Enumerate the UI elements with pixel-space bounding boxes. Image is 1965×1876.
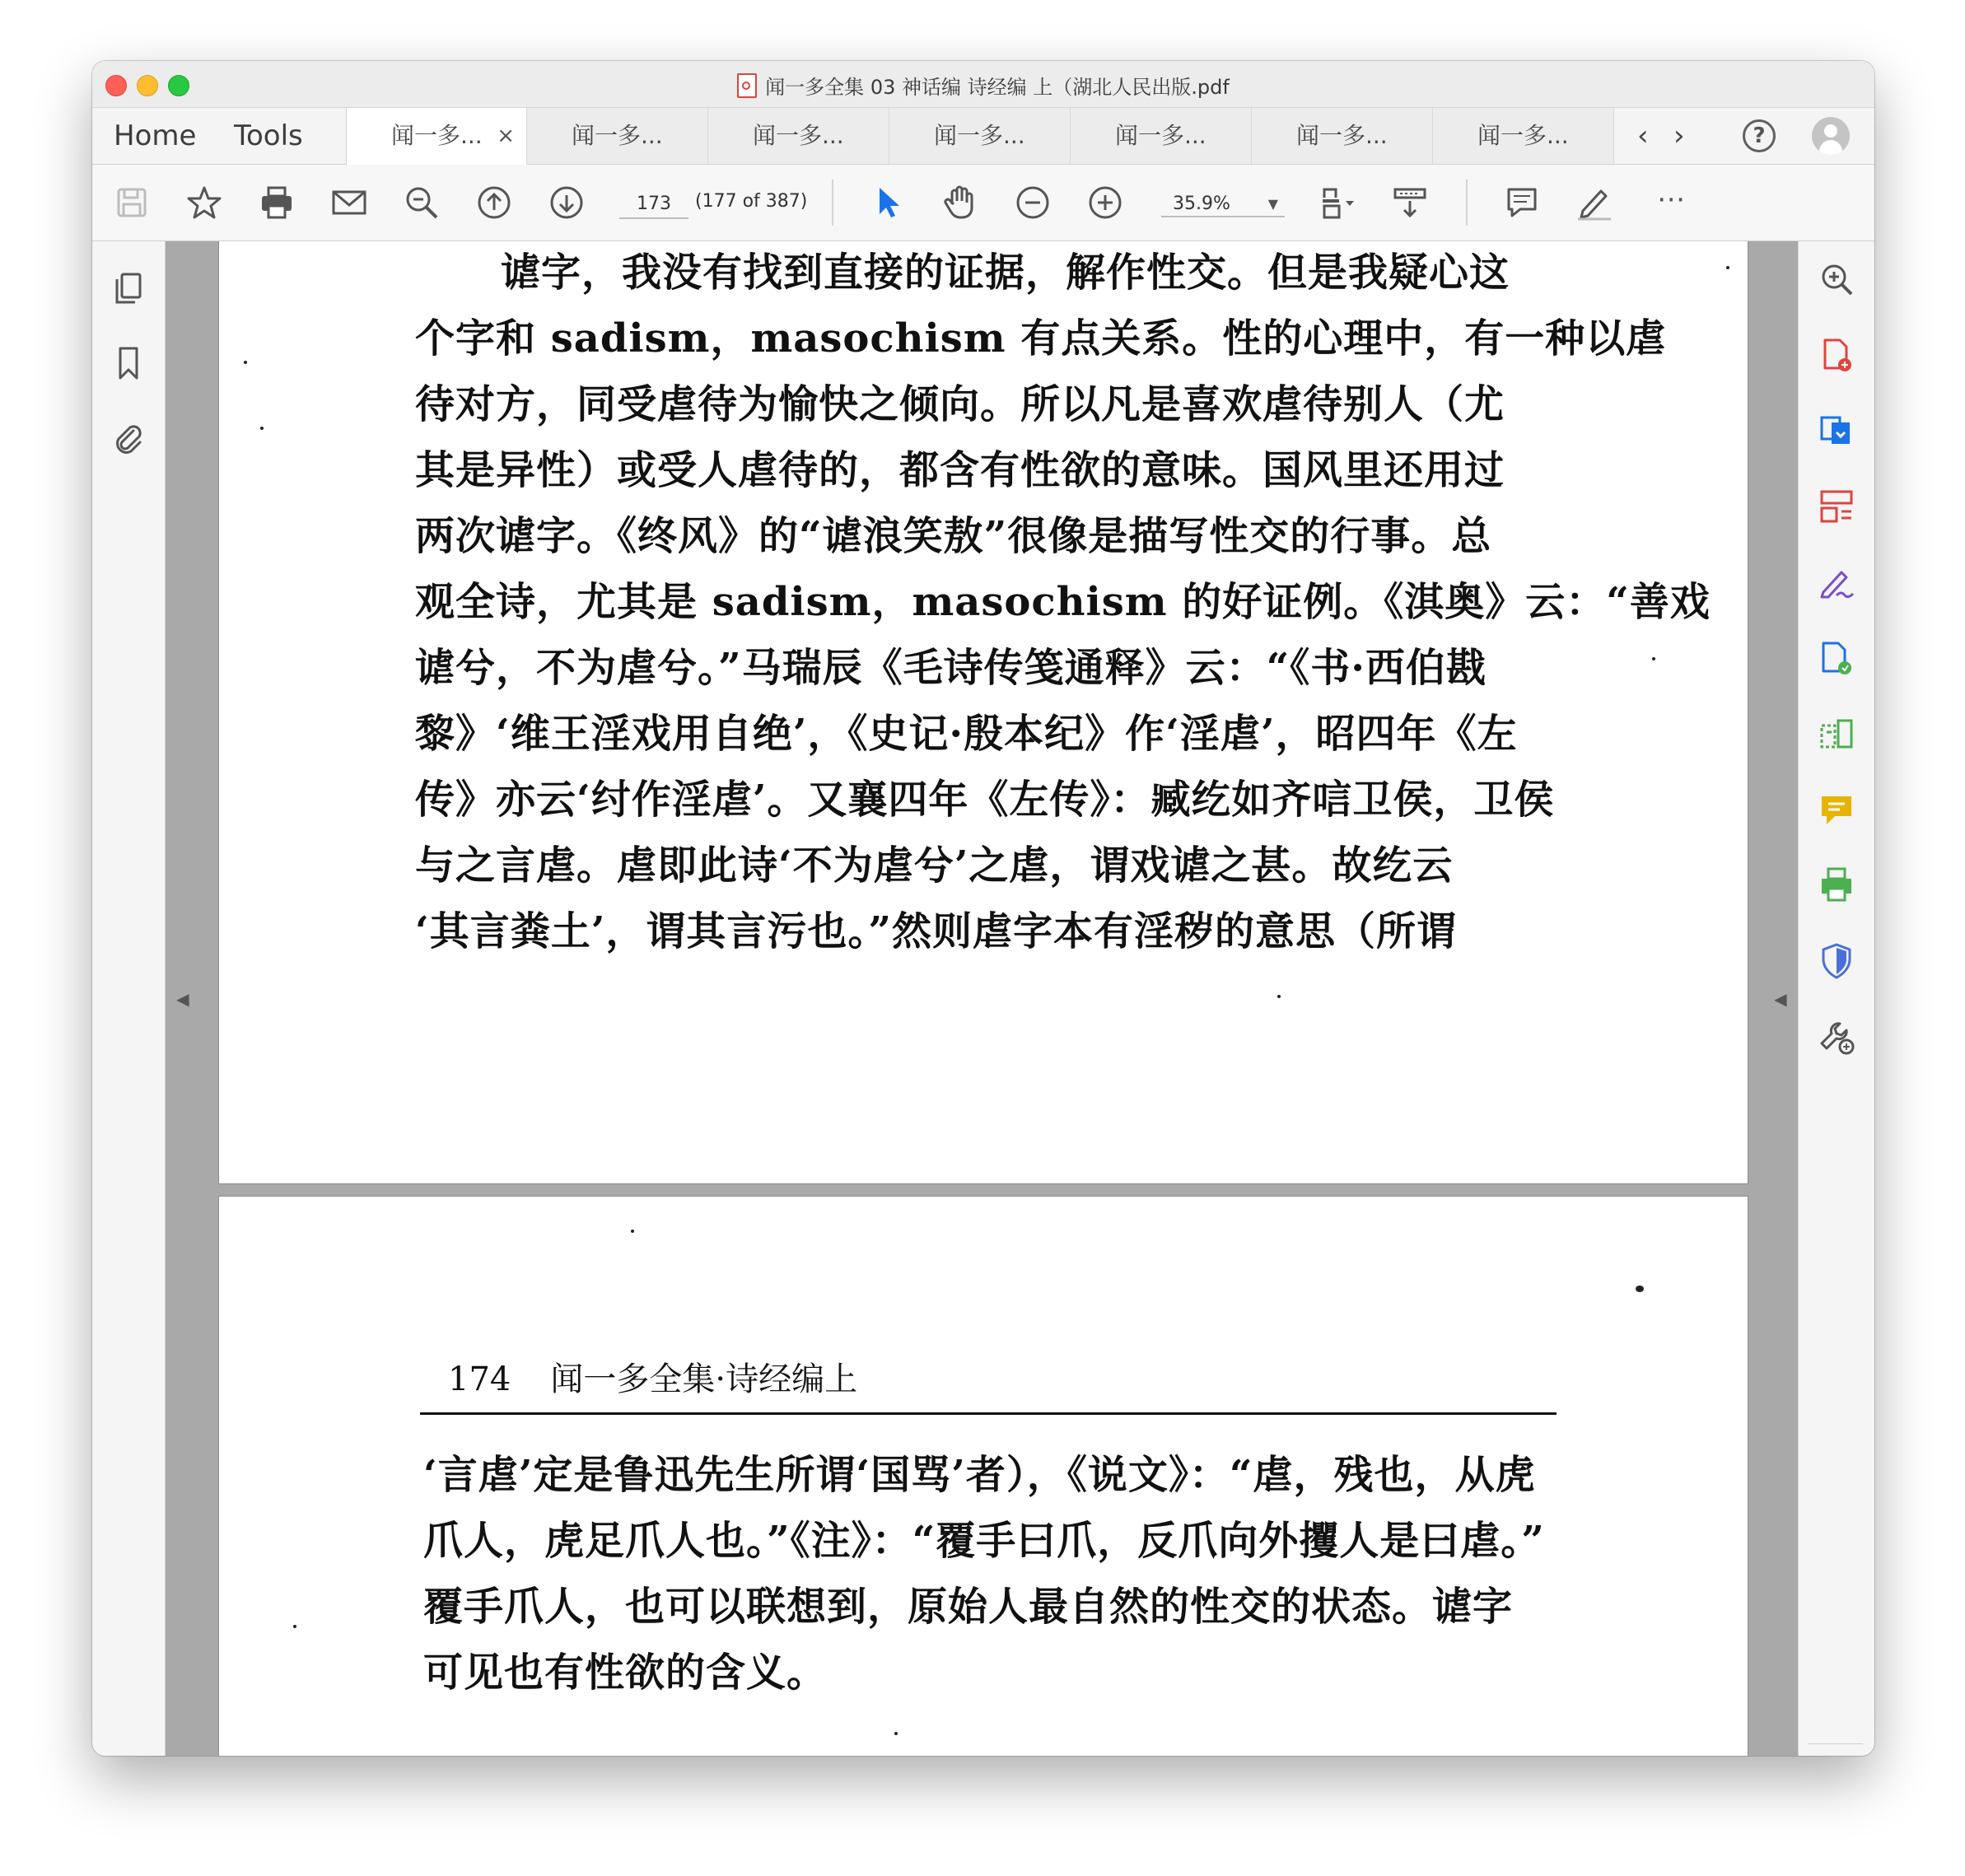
left-navigation-rail bbox=[92, 241, 166, 1756]
text-line: 谑字，我没有找到直接的证据，解作性交。但是我疑心这 bbox=[501, 250, 1510, 296]
text-line: 观全诗，尤其是 sadism，masochism 的好证例。《淇奥》云：“善戏 bbox=[415, 579, 1711, 625]
text-line: 其是异性）或受人虐待的，都含有性欲的意味。国风里还用过 bbox=[415, 447, 1505, 493]
scan-speck bbox=[1726, 266, 1729, 269]
account-avatar[interactable] bbox=[1812, 117, 1850, 155]
document-tab-label: 闻一多... bbox=[753, 122, 844, 149]
page-thumbnails-icon[interactable] bbox=[109, 268, 148, 307]
page-number-label: 174 bbox=[448, 1360, 511, 1398]
text-line: 爪人，虎足爪人也。”《注》：“覆手曰爪，反爪向外攫人是曰虐。” bbox=[423, 1518, 1545, 1564]
select-cursor-icon[interactable] bbox=[868, 183, 908, 222]
compare-files-icon[interactable] bbox=[1817, 714, 1856, 754]
fill-sign-icon[interactable] bbox=[1817, 562, 1856, 602]
print-icon[interactable] bbox=[257, 183, 296, 222]
scroll-mode-icon[interactable] bbox=[1390, 183, 1430, 222]
protect-shield-icon[interactable] bbox=[1817, 941, 1856, 981]
pdf-page-173 bbox=[219, 241, 1748, 1183]
text-line: 待对方，同受虐待为愉快之倾向。所以凡是喜欢虐待别人（尤 bbox=[415, 381, 1505, 427]
document-viewport[interactable] bbox=[166, 241, 1798, 1756]
scan-speck bbox=[1636, 1286, 1644, 1292]
document-tab-6[interactable] bbox=[1252, 108, 1433, 164]
page-number-input[interactable]: 173 bbox=[619, 188, 688, 219]
hand-tool-icon[interactable] bbox=[940, 183, 980, 222]
bookmarks-icon[interactable] bbox=[109, 343, 148, 383]
find-zoom-icon[interactable] bbox=[402, 183, 441, 222]
text-line: 个字和 sadism，masochism 有点关系。性的心理中，有一种以虐 bbox=[415, 315, 1667, 362]
tab-bar bbox=[92, 108, 1874, 165]
rail-divider bbox=[1809, 1743, 1863, 1744]
document-tab-label: 闻一多... bbox=[391, 122, 483, 149]
right-tools-rail bbox=[1798, 241, 1874, 1756]
next-page-icon[interactable] bbox=[547, 183, 586, 222]
app-window bbox=[92, 61, 1874, 1756]
document-tab-2[interactable] bbox=[527, 108, 708, 164]
scan-speck bbox=[631, 1230, 634, 1233]
bookmark-star-icon[interactable] bbox=[184, 183, 224, 222]
comment-tool-icon[interactable] bbox=[1817, 790, 1856, 829]
text-line: 与之言虐。虐即此诗‘不为虐兮’之虐，谓戏谑之甚。故纥云 bbox=[415, 842, 1454, 889]
document-tab-3[interactable] bbox=[708, 108, 889, 164]
pdf-file-icon bbox=[737, 73, 757, 98]
zoom-in-icon[interactable] bbox=[1085, 183, 1125, 222]
header-rule bbox=[420, 1412, 1557, 1415]
toolbar-divider bbox=[1466, 180, 1468, 226]
print-production-icon[interactable] bbox=[1817, 866, 1856, 905]
nav-tools[interactable]: Tools bbox=[234, 119, 303, 152]
document-tab-5[interactable] bbox=[1071, 108, 1252, 164]
export-pdf-icon[interactable] bbox=[1817, 411, 1856, 450]
window-title-area bbox=[92, 71, 1874, 100]
comment-icon[interactable] bbox=[1502, 183, 1542, 222]
right-panel-toggle-icon[interactable]: ◀ bbox=[1774, 989, 1787, 1009]
zoom-level-value: 35.9% bbox=[1173, 194, 1230, 214]
text-line: 两次谑字。《终风》的“谑浪笑敖”很像是描写性交的行事。总 bbox=[415, 513, 1492, 559]
more-options-icon[interactable]: ⋯ bbox=[1657, 183, 1687, 216]
document-tab-label: 闻一多... bbox=[1477, 122, 1569, 149]
save-icon[interactable] bbox=[112, 183, 152, 222]
page-174-text bbox=[423, 1442, 1545, 1706]
text-line: ‘其言粪土’，谓其言污也。”然则虐字本有淫秽的意思（所谓 bbox=[415, 908, 1458, 954]
scan-speck bbox=[244, 361, 247, 364]
page-fit-icon[interactable] bbox=[1318, 183, 1357, 222]
previous-page-icon[interactable] bbox=[474, 183, 514, 222]
attachments-icon[interactable] bbox=[109, 419, 148, 459]
title-bar bbox=[92, 61, 1874, 108]
window-title: 闻一多全集 03 神话编 诗经编 上（湖北人民出版.pdf bbox=[765, 76, 1230, 99]
tab-scroll-left-icon[interactable]: ‹ bbox=[1637, 119, 1649, 152]
scan-speck bbox=[260, 427, 264, 430]
text-line: ‘言虐’定是鲁迅先生所谓‘国骂’者），《说文》：“虐，残也，从虎 bbox=[423, 1452, 1536, 1498]
document-tab-label: 闻一多... bbox=[934, 122, 1025, 149]
scan-speck bbox=[293, 1625, 296, 1628]
running-header bbox=[448, 1353, 857, 1400]
close-tab-icon[interactable]: × bbox=[497, 124, 515, 148]
highlight-pen-icon[interactable] bbox=[1575, 183, 1614, 222]
document-tab-4[interactable] bbox=[889, 108, 1071, 164]
document-tab-label: 闻一多... bbox=[1115, 122, 1207, 149]
document-tab-7[interactable] bbox=[1433, 108, 1614, 164]
search-zoom-icon[interactable] bbox=[1817, 259, 1856, 299]
document-tab-label: 闻一多... bbox=[1296, 122, 1388, 149]
running-head-title: 闻一多全集·诗经编上 bbox=[550, 1360, 858, 1398]
chevron-down-icon: ▼ bbox=[1267, 196, 1278, 212]
send-for-review-icon[interactable] bbox=[1817, 638, 1856, 678]
text-line: 谑兮，不为虐兮。”马瑞辰《毛诗传笺通释》云：“《书·西伯戡 bbox=[415, 645, 1487, 691]
document-tab-1[interactable] bbox=[346, 108, 527, 165]
more-tools-icon[interactable] bbox=[1817, 1017, 1856, 1057]
scan-speck bbox=[894, 1732, 898, 1735]
left-panel-toggle-icon[interactable]: ◀ bbox=[176, 989, 189, 1009]
text-line: 黎》‘维王淫戏用自绝’，《史记·殷本纪》作‘淫虐’，昭四年《左 bbox=[415, 711, 1518, 757]
text-line: 可见也有性欲的含义。 bbox=[423, 1650, 828, 1696]
organize-pages-icon[interactable] bbox=[1817, 487, 1856, 526]
toolbar-divider bbox=[832, 180, 833, 226]
document-tab-label: 闻一多... bbox=[572, 122, 663, 149]
main-toolbar bbox=[92, 165, 1874, 241]
tab-scroll-right-icon[interactable]: › bbox=[1673, 119, 1685, 152]
text-line: 覆手爪人，也可以联想到，原始人最自然的性交的状态。谑字 bbox=[423, 1584, 1514, 1630]
email-icon[interactable] bbox=[329, 183, 369, 222]
page-173-text bbox=[415, 241, 1711, 964]
scan-speck bbox=[1277, 995, 1281, 998]
page-count: (177 of 387) bbox=[695, 191, 808, 212]
zoom-out-icon[interactable] bbox=[1013, 183, 1053, 222]
text-line: 传》亦云‘纣作淫虐’。又襄四年《左传》：臧纥如齐唁卫侯，卫侯 bbox=[415, 777, 1555, 823]
scan-speck bbox=[1652, 657, 1655, 660]
create-pdf-icon[interactable] bbox=[1817, 335, 1856, 375]
pdf-page-174 bbox=[219, 1197, 1748, 1756]
help-icon[interactable]: ? bbox=[1743, 119, 1776, 152]
zoom-level-select[interactable] bbox=[1161, 188, 1285, 217]
nav-home[interactable]: Home bbox=[114, 119, 197, 152]
